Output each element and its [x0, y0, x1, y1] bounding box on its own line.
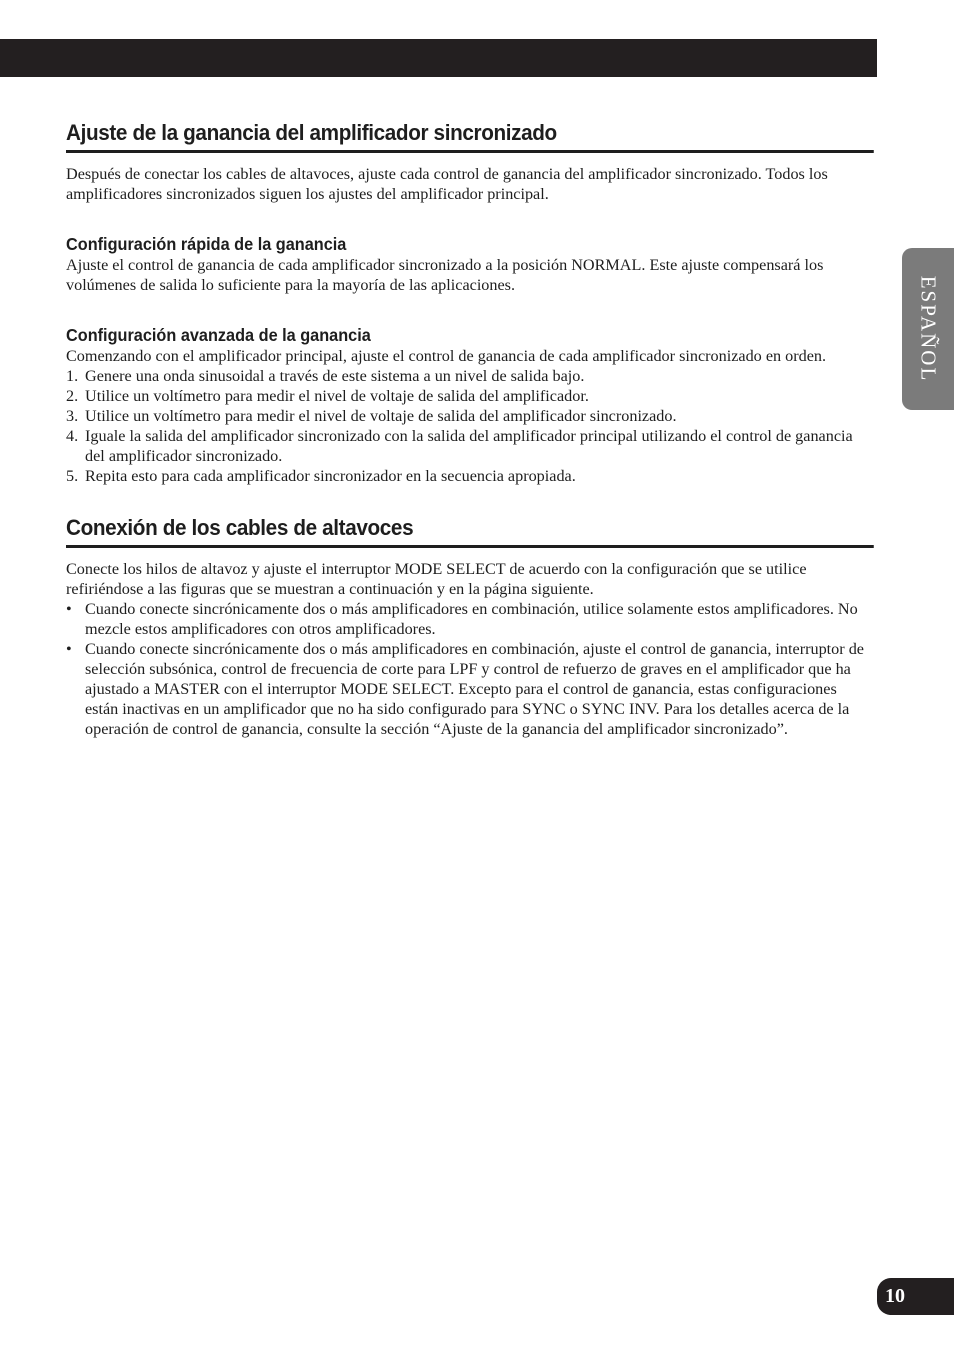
page-number: 10 [885, 1285, 905, 1307]
bullet-list [66, 599, 874, 739]
bullet-mark: • [66, 640, 72, 658]
section-intro-gain: Después de conectar los cables de altavoces, ajuste cada control de ganancia del amplificador sincronizado. Todos los amplificadores sincronizados siguen los ajustes del amplificador principal. [66, 165, 828, 203]
bullet-text: Cuando conecte sincrónicamente dos o más amplificadores en combinación, utilice solamente estos amplificadores. No mezcle estos amplificadores con otros amplificadores. [85, 600, 858, 638]
list-item [66, 366, 874, 386]
subsection-title-quick: Configuración rápida de la ganancia [66, 234, 347, 254]
list-item [66, 639, 874, 739]
bullet-text: Cuando conecte sincrónicamente dos o más amplificadores en combinación, ajuste el control de ganancia, interruptor de selección subsónica, control de frecuencia de corte para LPF y control de refuerzo de graves en el amplificador que ha ajustado a MASTER con el interruptor MODE SELECT. Excepto para el control de ganancia, estas configuraciones están inactivas en un amplificador que no ha sido configurado para SYNC o SYNC INV. Para los detalles acerca de la operación de control de ganancia, consulte la sección “Ajuste de la ganancia del amplificador sincronizado”. [85, 640, 864, 738]
page-content [66, 117, 874, 739]
subsection-text-advanced: Comenzando con el amplificador principal, ajuste el control de ganancia de cada amplificador sincronizado en orden. [66, 347, 827, 365]
step-number: 2. [66, 387, 79, 405]
step-text: Genere una onda sinusoidal a través de este sistema a un nivel de salida bajo. [85, 367, 585, 385]
list-item [66, 599, 874, 639]
section-gain-adjustment [66, 117, 874, 486]
list-item [66, 406, 874, 426]
page-number-tab [877, 1278, 954, 1315]
step-number: 4. [66, 427, 79, 445]
list-item [66, 466, 874, 486]
header-bar [0, 39, 877, 77]
step-text: Utilice un voltímetro para medir el nivel de voltaje de salida del amplificador sincronizado. [85, 407, 677, 425]
section-title-speakers: Conexión de los cables de altavoces [66, 512, 874, 548]
subsection-text-quick: Ajuste el control de ganancia de cada amplificador sincronizado a la posición NORMAL. Este ajuste compensará los volúmenes de salida lo suficiente para la mayoría de las aplicaciones. [66, 256, 824, 294]
section-intro-speakers: Conecte los hilos de altavoz y ajuste el interruptor MODE SELECT de acuerdo con la configuración que se utilice refiriéndose a las figuras que se muestran a continuación y en la página siguiente. [66, 560, 807, 598]
list-item [66, 386, 874, 406]
step-text: Utilice un voltímetro para medir el nivel de voltaje de salida del amplificador. [85, 387, 589, 405]
list-item [66, 426, 874, 466]
bullet-mark: • [66, 600, 72, 618]
subsection-title-advanced: Configuración avanzada de la ganancia [66, 325, 371, 345]
step-number: 5. [66, 467, 79, 485]
step-text: Iguale la salida del amplificador sincronizado con la salida del amplificador principal utilizando el control de ganancia del amplificador sincronizado. [85, 427, 853, 465]
steps-list [66, 366, 874, 486]
step-number: 1. [66, 367, 79, 385]
section-speaker-cables [66, 512, 874, 739]
section-title-gain: Ajuste de la ganancia del amplificador sincronizado [66, 117, 874, 153]
step-text: Repita esto para cada amplificador sincronizador en la secuencia apropiada. [85, 467, 576, 485]
language-tab [902, 248, 954, 410]
language-tab-label: ESPAÑOL [916, 275, 941, 383]
step-number: 3. [66, 407, 79, 425]
